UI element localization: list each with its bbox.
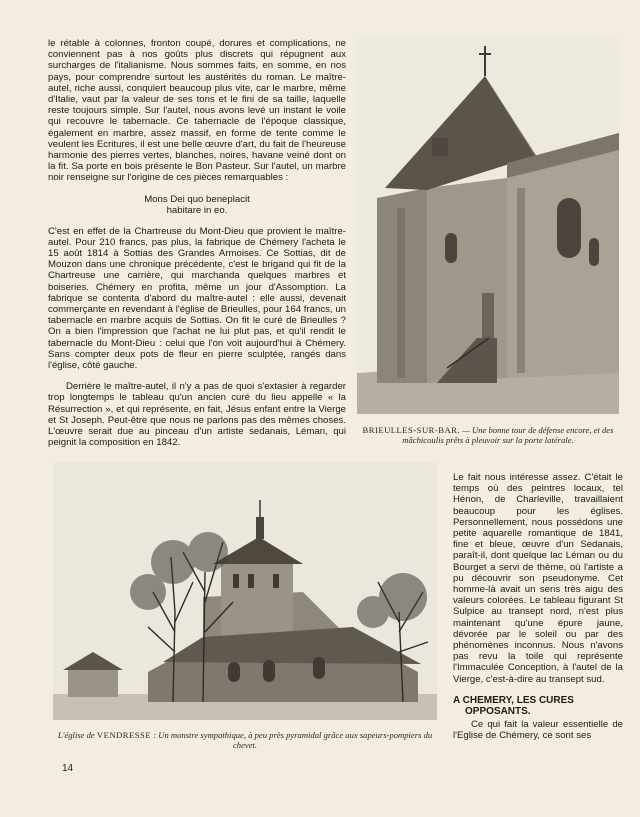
article-column-left [48,38,346,449]
photo-caption [53,730,437,750]
photo-caption [357,425,619,445]
caption-text: L'église de [57,730,97,740]
caption-text: : Un monstre sympathique, à peu près pyramidal grâce aux sapeurs-pompiers du chevet. [151,730,433,750]
paragraph: C'est en effet de la Chartreuse du Mont-Dieu que provient le maître-autel. Pour 210 francs, pas plus, la fabrique de Chémery l'acheta le 15 août 1814 à Sottias des Grandes Armoises. Ce Sottias, dit de Mouzon dans une chronique précédente, c'est le brigand qui fit de la Chartreuse une carrière, qui marchanda quelques marbres et boiseries. Chémery en profita, même un jour d'Assomption. La fabrique se contenta d'abord du maître-autel : elle aussi, devenait commerçante en revendant à l'église de Brieulles, pour 164 francs, un tabernacle en marbre acquis de Sottias. On fit le curé de Brieulles ? On a bien l'impression que l'achat ne lui plut pas, et qu'il rendit le tabernacle du Mont-Dieu : celui que l'on voit aujourd'hui à Chémery. Sans compter deux pots de fleur en pierre sculptée, rangés dans l'église, côté gauche. [48,225,346,372]
paragraph: Derrière le maître-autel, il n'y a pas de quoi s'extasier à regarder trop longtemps le tableau qu'un ancien curé du lieu appelle « la Résurrection », et qui représente, en fait, Jésus enfant entre la Vierge et St Joseph. Peut-être que nous ne parlons pas des mêmes choses. L'œuvre serait due au pinceau d'un artiste sedanais, Léman, qui peignit la composition en 1842. [48,381,346,449]
church-photo-vendresse [53,462,437,720]
quote-line: habitare in eo. [166,204,228,216]
paragraph: le rétable à colonnes, fronton coupé, dorures et complications, ne conviennent pas à nos goûts plus discrets qui répugnent aux surcharges de l'italianisme. Nous sommes faits, en somme, en nos pays, pour comprendre surtout les austérités du roman. Le maître-autel, riche aussi, conquiert beaucoup plus vite, car le marbre, même d'Italie, vaut par la valeur de ses tons et le fini de sa taille, laquelle reste toujours simple. Sur l'autel, nous avons levé un instant le voile qui recouvre le tabernacle. Ce tabernacle de l'époque classique, également en marbre, assez massif, en forme de tente comme le veulent les Ecritures, il est une belle œuvre d'art, du fait de l'heureuse harmonie des pierres vertes, blanches, noires, havane veiné dont on la fit. Sa porte en bois présente le Bon Pasteur. Sur l'autel, un marbre noir renseigne sur l'origine de ces pièces remarquables : [48,38,346,184]
page-number: 14 [62,763,74,774]
church-photo-brieulles [357,38,619,414]
heading-line: OPPOSANTS. [465,705,531,717]
church-illustration [53,462,437,720]
caption-place: VENDRESSE [96,730,152,740]
church-illustration [357,38,619,414]
paragraph: Ce qui fait la valeur essentielle de l'Eglise de Chémery, ce sont ses [453,718,623,742]
article-column-right [453,472,623,741]
caption-place: BRIEULLES-SUR-BAR. [362,425,461,435]
inscription-quote [48,194,346,216]
paragraph: Le fait nous intéresse assez. C'était le temps où des peintres locaux, tel Hénon, de Charleville, travaillaient beaucoup pour les églises. Personnellement, nous possédons une petite aquarelle romantique de 1841, fine et bleue, œuvre d'un Sedanais, paraît-il, dont quelque lac Léman ou du Bourget a servi de thème, où l'artiste a pu découvrir son pseudonyme. Cet homme-là avait un sens très aigu des valeurs colorées. Le tableau figurant St Sulpice au transept nord, n'est plus maintenant qu'une épure jaune, dévorée par le soleil ou par des phénomènes inconnus. Nous n'avons pas revu la toile qui représente l'Immaculée Conception, à l'autel de la Vierge, c'est-à-dire au transept sud. [453,472,623,685]
caption-text: — Une bonne tour de défense encore, et des mâchicoulis prêts à pleuvoir sur la porte latérale. [402,425,614,445]
heading-line: A CHEMERY, LES CURES [453,694,574,706]
quote-line: Mons Dei quo beneplacit [144,193,250,205]
section-heading [453,695,623,717]
